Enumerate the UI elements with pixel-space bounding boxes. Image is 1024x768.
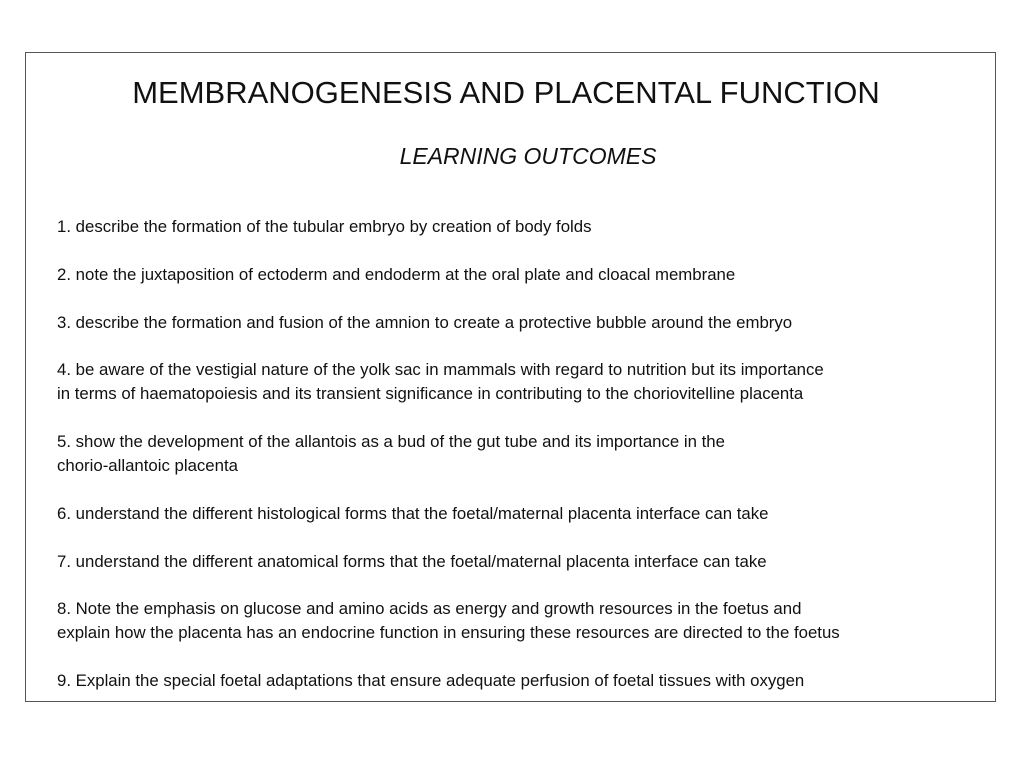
outcome-5 xyxy=(57,430,997,478)
outcome-9-line-1: 9. Explain the special foetal adaptations that ensure adequate perfusion of foetal tissues with oxygen xyxy=(57,671,805,690)
outcome-6-line-1: 6. understand the different histological forms that the foetal/maternal placenta interface can take xyxy=(57,504,769,523)
outcome-4-line-1: 4. be aware of the vestigial nature of the yolk sac in mammals with regard to nutrition but its importance xyxy=(57,360,824,379)
outcome-3-line-1: 3. describe the formation and fusion of the amnion to create a protective bubble around the embryo xyxy=(57,313,793,332)
outcome-2 xyxy=(57,263,997,287)
outcome-7 xyxy=(57,550,997,574)
outcome-8 xyxy=(57,597,997,645)
outcome-4-line-2: in terms of haematopoiesis and its transient significance in contributing to the choriovitelline placenta xyxy=(57,384,804,403)
outcome-1-line-1: 1. describe the formation of the tubular embryo by creation of body folds xyxy=(57,217,592,236)
outcome-8-line-1: 8. Note the emphasis on glucose and amino acids as energy and growth resources in the foetus and xyxy=(57,599,802,618)
outcome-3 xyxy=(57,311,997,335)
outcome-5-line-2: chorio-allantoic placenta xyxy=(57,456,238,475)
outcome-8-line-2: explain how the placenta has an endocrine function in ensuring these resources are directed to the foetus xyxy=(57,623,840,642)
outcome-4 xyxy=(57,358,997,406)
slide-subtitle: LEARNING OUTCOMES xyxy=(399,143,657,169)
outcome-9 xyxy=(57,669,997,693)
outcome-5-line-1: 5. show the development of the allantois as a bud of the gut tube and its importance in the xyxy=(57,432,725,451)
outcome-1 xyxy=(57,215,997,239)
outcome-2-line-1: 2. note the juxtaposition of ectoderm and endoderm at the oral plate and cloacal membrane xyxy=(57,265,736,284)
outcome-7-line-1: 7. understand the different anatomical forms that the foetal/maternal placenta interface can take xyxy=(57,552,767,571)
outcome-6 xyxy=(57,502,997,526)
slide-title: MEMBRANOGENESIS AND PLACENTAL FUNCTION xyxy=(132,75,880,110)
